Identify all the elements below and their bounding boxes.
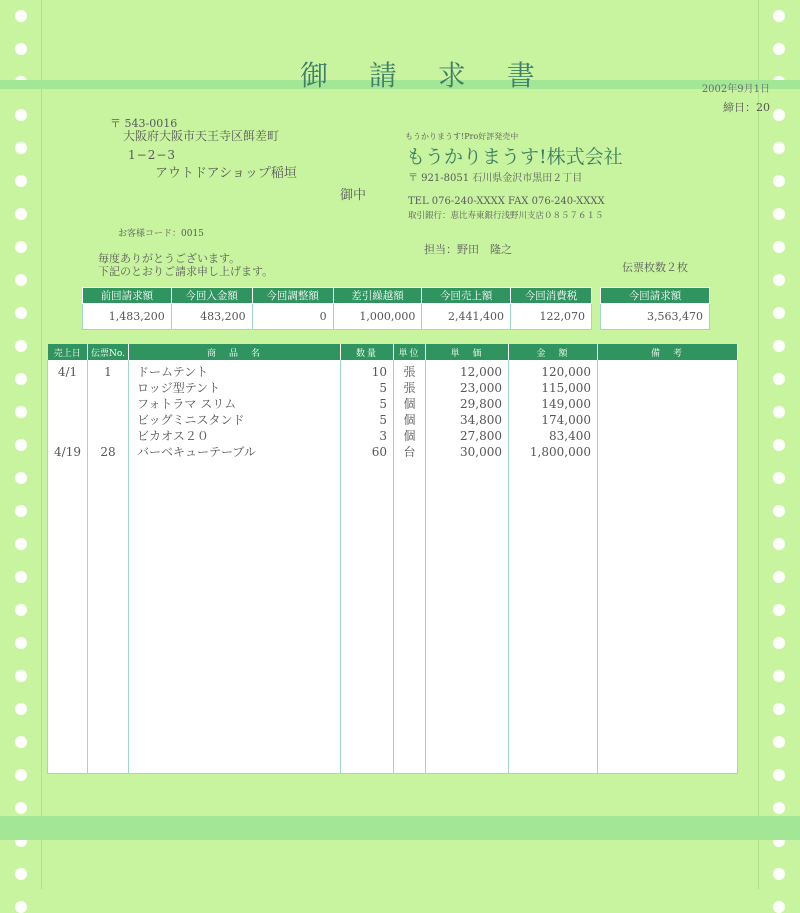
feed-hole	[773, 142, 785, 154]
feed-hole	[15, 868, 27, 880]
slip-column	[88, 360, 129, 773]
feed-hole	[773, 175, 785, 187]
total-header: 今回請求額	[601, 288, 710, 304]
total-table	[600, 287, 710, 330]
summary-header: 今回消費税	[511, 288, 592, 304]
price-column	[426, 360, 509, 773]
row-date	[48, 428, 87, 444]
row-date	[48, 396, 87, 412]
feed-hole	[773, 901, 785, 913]
feed-hole	[15, 175, 27, 187]
feed-hole	[773, 670, 785, 682]
feed-hole	[773, 736, 785, 748]
feed-hole	[15, 670, 27, 682]
feed-hole	[773, 637, 785, 649]
feed-hole	[15, 274, 27, 286]
feed-hole	[773, 10, 785, 22]
row-product: ドームテント	[137, 365, 209, 379]
amount-column	[509, 360, 598, 773]
recipient-honorific: 御中	[340, 188, 367, 203]
row-slip	[88, 380, 128, 396]
detail-header: 商 品 名	[129, 344, 341, 360]
row-product: バーベキューテーブル	[137, 445, 256, 459]
feed-hole	[15, 901, 27, 913]
unit-column	[394, 360, 426, 773]
feed-hole	[773, 538, 785, 550]
customer-code: お客様コード：0015	[118, 229, 204, 239]
feed-hole	[15, 142, 27, 154]
summary-table	[82, 287, 592, 330]
row-note	[606, 444, 737, 460]
row-slip: 28	[100, 445, 116, 459]
feed-hole	[773, 439, 785, 451]
summary-value: 2,441,400	[422, 304, 511, 330]
row-note	[606, 396, 737, 412]
feed-hole	[15, 10, 27, 22]
feed-hole	[773, 241, 785, 253]
row-unit: 張	[403, 365, 416, 379]
greeting-line1: 毎度ありがとうございます。	[98, 252, 241, 265]
feed-hole	[773, 43, 785, 55]
product-column	[129, 360, 341, 773]
detail-header: 単 価	[426, 344, 509, 360]
row-qty: 5	[379, 413, 387, 427]
feed-hole	[15, 373, 27, 385]
feed-hole	[15, 241, 27, 253]
feed-hole	[773, 703, 785, 715]
feed-hole	[15, 505, 27, 517]
row-qty: 60	[371, 445, 387, 459]
row-unit: 個	[403, 397, 416, 411]
feed-hole	[773, 505, 785, 517]
feed-hole	[15, 802, 27, 814]
row-qty: 3	[379, 429, 387, 443]
row-price: 23,000	[460, 381, 502, 395]
feed-hole	[773, 373, 785, 385]
row-slip	[88, 396, 128, 412]
greeting-line2: 下記のとおりご請求申し上げます。	[98, 265, 274, 278]
row-product: ビカオス２０	[137, 429, 209, 443]
sender-contact: TEL 076-240-XXXX FAX 076-240-XXXX	[408, 196, 605, 207]
feed-hole	[773, 868, 785, 880]
recipient-name: アウトドアショップ稲垣	[155, 166, 297, 181]
detail-header: 数量	[341, 344, 394, 360]
slip-count: 伝票枚数２枚	[622, 261, 688, 274]
row-product: ロッジ型テント	[137, 381, 221, 395]
sender-tagline: もうかりまうす!Pro好評発売中	[405, 132, 519, 141]
feed-hole	[773, 274, 785, 286]
summary-value: 483,200	[171, 304, 252, 330]
row-amount: 83,400	[549, 429, 591, 443]
row-slip	[88, 428, 128, 444]
row-price: 34,800	[460, 413, 502, 427]
detail-header: 単位	[394, 344, 426, 360]
feed-hole	[15, 571, 27, 583]
feed-hole	[773, 571, 785, 583]
total-value: 3,563,470	[601, 304, 710, 330]
feed-hole	[15, 703, 27, 715]
feed-hole	[15, 208, 27, 220]
closing-day: 締日：20	[723, 101, 770, 114]
summary-header: 今回調整額	[252, 288, 333, 304]
row-price: 27,800	[460, 429, 502, 443]
row-date	[48, 412, 87, 428]
feed-hole	[15, 637, 27, 649]
sender-address: 〒 921-8051 石川県金沢市黒田２丁目	[408, 173, 583, 184]
bottom-band	[0, 816, 800, 840]
row-note	[606, 412, 737, 428]
feed-hole	[15, 604, 27, 616]
detail-header: 金 額	[509, 344, 598, 360]
recipient-postal: 〒 543-0016	[110, 117, 178, 130]
date-column	[48, 360, 88, 773]
detail-table	[47, 344, 738, 774]
sender-person: 担当：野田 隆之	[424, 243, 512, 256]
feed-hole	[15, 439, 27, 451]
row-amount: 174,000	[541, 413, 591, 427]
row-note	[606, 380, 737, 396]
row-note	[606, 364, 737, 380]
feed-hole	[15, 406, 27, 418]
row-amount: 120,000	[541, 365, 591, 379]
summary-value: 0	[252, 304, 333, 330]
row-price: 12,000	[460, 365, 502, 379]
issue-date: 2002年9月1日	[701, 84, 770, 95]
row-note	[606, 428, 737, 444]
detail-header: 伝票No.	[88, 344, 129, 360]
summary-value: 1,000,000	[333, 304, 422, 330]
feed-hole	[773, 208, 785, 220]
feed-hole	[15, 472, 27, 484]
feed-hole	[15, 538, 27, 550]
row-amount: 149,000	[541, 397, 591, 411]
feed-hole	[15, 769, 27, 781]
feed-hole	[15, 340, 27, 352]
row-qty: 5	[379, 397, 387, 411]
row-slip	[88, 412, 128, 428]
feed-hole	[773, 769, 785, 781]
feed-hole	[773, 472, 785, 484]
row-slip: 1	[104, 365, 112, 379]
feed-hole	[15, 736, 27, 748]
row-price: 29,800	[460, 397, 502, 411]
summary-header: 今回売上額	[422, 288, 511, 304]
summary-value: 122,070	[511, 304, 592, 330]
feed-hole	[773, 406, 785, 418]
sender-bank: 取引銀行：恵比寿東銀行浅野川支店０８５７６１５	[408, 211, 604, 221]
summary-header: 前回請求額	[83, 288, 172, 304]
feed-hole	[773, 340, 785, 352]
feed-hole	[773, 307, 785, 319]
summary-value: 1,483,200	[83, 304, 172, 330]
feed-hole	[15, 43, 27, 55]
feed-hole	[773, 802, 785, 814]
detail-header: 備 考	[598, 344, 738, 360]
summary-header: 差引繰越額	[333, 288, 422, 304]
row-date	[48, 380, 87, 396]
row-unit: 個	[403, 429, 416, 443]
note-column	[598, 360, 738, 773]
row-unit: 張	[403, 381, 416, 395]
row-unit: 個	[403, 413, 416, 427]
document-title: 御 請 求 書	[300, 59, 551, 92]
detail-header: 売上日	[48, 344, 88, 360]
quantity-column	[341, 360, 394, 773]
row-date: 4/19	[54, 445, 81, 459]
row-amount: 115,000	[541, 381, 591, 395]
recipient-address2: 1−2−3	[128, 148, 177, 162]
feed-hole	[15, 109, 27, 121]
summary-header: 今回入金額	[171, 288, 252, 304]
row-qty: 10	[371, 365, 387, 379]
row-unit: 台	[403, 445, 416, 459]
row-qty: 5	[379, 381, 387, 395]
feed-hole	[15, 307, 27, 319]
row-price: 30,000	[460, 445, 502, 459]
row-product: ビッグミニスタンド	[137, 413, 245, 427]
sender-company: もうかりまうす!株式会社	[406, 146, 623, 168]
feed-hole	[773, 109, 785, 121]
row-product: フォトラマ スリム	[137, 397, 237, 411]
feed-hole	[773, 604, 785, 616]
row-amount: 1,800,000	[529, 445, 591, 459]
row-date: 4/1	[57, 365, 78, 379]
recipient-address1: 大阪府大阪市天王寺区餌差町	[123, 129, 280, 143]
